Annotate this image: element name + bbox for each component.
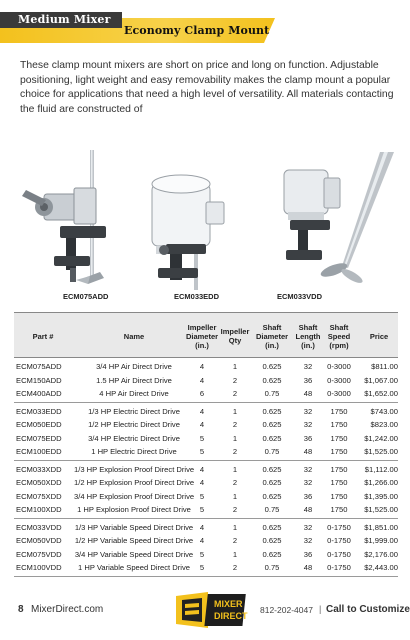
impeller-diameter-cell: 4 (199, 478, 205, 487)
shaft-speed-cell: 1750 (330, 491, 348, 501)
price-cell: $1,112.00 (364, 464, 398, 474)
row-group (14, 403, 398, 461)
part-number-cell: ECM075VDD (16, 549, 62, 559)
shaft-speed-cell: 1750 (330, 447, 348, 456)
header-price: Price (369, 331, 389, 341)
impeller-qty-cell: 2 (232, 536, 238, 545)
product-name-cell: 1 HP Explosion Proof Direct Drive (77, 505, 191, 514)
shaft-diameter-cell: 0.625 (262, 491, 282, 501)
product-name-cell: 1/3 HP Variable Speed Direct Drive (74, 522, 194, 532)
shaft-speed-cell: 0-1750 (327, 522, 351, 532)
part-number-cell: ECM400ADD (16, 389, 62, 398)
table-row (14, 503, 398, 517)
product-name-cell: 3/4 HP Air Direct Drive (96, 362, 172, 371)
shaft-diameter-cell: 0.625 (262, 464, 282, 474)
shaft-length-cell: 48 (303, 563, 313, 572)
table-row (14, 432, 398, 446)
product-name-cell: 1/3 HP Explosion Proof Direct Drive (74, 464, 195, 474)
part-number-cell: ECM150ADD (16, 375, 62, 385)
section-title: Economy Clamp Mount (124, 24, 270, 37)
table-row (14, 561, 398, 575)
shaft-speed-cell: 0-3000 (327, 375, 351, 385)
website: MixerDirect.com (31, 604, 104, 615)
ecm033edd-photo (146, 150, 264, 290)
part-number-cell: ECM100XDD (16, 505, 62, 514)
price-cell: $1,067.00 (364, 375, 398, 385)
shaft-length-cell: 48 (303, 389, 313, 398)
impeller-qty-cell: 1 (232, 433, 238, 443)
product-name-cell: 3/4 HP Variable Speed Direct Drive (74, 549, 194, 559)
part-number-cell: ECM033XDD (16, 464, 62, 474)
shaft-speed-cell: 0-3000 (327, 362, 351, 371)
product-photos (14, 150, 398, 308)
header-impeller-qty: Impeller Qty (220, 327, 250, 345)
shaft-speed-cell: 0-3000 (327, 389, 351, 398)
price-cell: $1,999.00 (364, 536, 398, 545)
shaft-speed-cell: 1750 (330, 478, 348, 487)
table-row (14, 418, 398, 432)
shaft-speed-cell: 1750 (330, 420, 348, 429)
shaft-diameter-cell: 0.75 (264, 389, 280, 398)
shaft-length-cell: 36 (303, 491, 313, 501)
shaft-speed-cell: 0-1750 (327, 536, 351, 545)
shaft-length-cell: 32 (303, 420, 313, 429)
shaft-length-cell: 32 (303, 478, 313, 487)
product-name-cell: 1/2 HP Electric Direct Drive (88, 420, 180, 429)
shaft-speed-cell: 0-1750 (327, 549, 351, 559)
impeller-diameter-cell: 5 (199, 447, 205, 456)
shaft-diameter-cell: 0.625 (262, 536, 282, 545)
product-name-cell: 1/2 HP Explosion Proof Direct Drive (74, 478, 195, 487)
table-row (14, 374, 398, 388)
impeller-diameter-cell: 5 (199, 491, 205, 501)
table-row (14, 463, 398, 477)
logo-word-1: MIXER (214, 599, 243, 609)
impeller-qty-cell: 1 (232, 464, 238, 474)
impeller-diameter-cell: 4 (199, 464, 205, 474)
shaft-length-cell: 32 (303, 362, 313, 371)
table-row (14, 405, 398, 419)
impeller-diameter-cell: 6 (199, 389, 205, 398)
part-number-cell: ECM050VDD (16, 536, 62, 545)
table-row (14, 521, 398, 535)
impeller-diameter-cell: 4 (199, 375, 205, 385)
price-cell: $743.00 (370, 406, 398, 416)
impeller-diameter-cell: 4 (199, 406, 205, 416)
part-number-cell: ECM075EDD (16, 433, 62, 443)
impeller-diameter-cell: 5 (199, 505, 205, 514)
price-cell: $823.00 (370, 420, 398, 429)
impeller-qty-cell: 1 (232, 549, 238, 559)
impeller-qty-cell: 1 (232, 522, 238, 532)
shaft-diameter-cell: 0.625 (262, 522, 282, 532)
shaft-speed-cell: 1750 (330, 433, 348, 443)
shaft-diameter-cell: 0.625 (262, 420, 282, 429)
page-number: 8 (18, 604, 24, 615)
price-cell: $1,851.00 (364, 522, 398, 532)
header-shaft-speed: Shaft Speed (rpm) (327, 322, 351, 350)
price-cell: $2,176.00 (364, 549, 398, 559)
price-cell: $2,443.00 (364, 563, 398, 572)
spec-table (14, 312, 398, 577)
shaft-length-cell: 36 (303, 433, 313, 443)
part-number-cell: ECM050EDD (16, 420, 62, 429)
shaft-length-cell: 32 (303, 522, 313, 532)
shaft-diameter-cell: 0.75 (264, 447, 280, 456)
header-shaft-length: Shaft Length (in.) (295, 322, 321, 350)
shaft-speed-cell: 1750 (330, 505, 348, 514)
row-group (14, 358, 398, 403)
price-cell: $811.00 (371, 362, 398, 371)
part-number-cell: ECM075ADD (16, 362, 62, 371)
impeller-qty-cell: 1 (232, 406, 238, 416)
phone-number: 812-202-4047 (260, 605, 313, 615)
shaft-diameter-cell: 0.75 (264, 505, 280, 514)
shaft-length-cell: 32 (303, 406, 313, 416)
impeller-qty-cell: 2 (232, 505, 238, 514)
table-row (14, 534, 398, 548)
impeller-diameter-cell: 5 (199, 433, 205, 443)
shaft-length-cell: 32 (303, 536, 313, 545)
intro-paragraph: These clamp mount mixers are short on price and long on function. Adjustable positioning, light weight and easy removability makes the clamp mount a popular choice for applications that need a high level of versatility. All materials contacting the fluid are constructed of (20, 60, 394, 115)
header-shaft-diameter: Shaft Diameter (in.) (255, 322, 289, 350)
impeller-qty-cell: 2 (232, 563, 238, 572)
part-number-cell: ECM075XDD (16, 491, 62, 501)
call-to-customize: Call to Customize (326, 604, 410, 615)
shaft-length-cell: 36 (303, 375, 313, 385)
photo-caption-2: ECM033EDD (174, 292, 220, 301)
ecm075add-photo (14, 150, 132, 290)
category-title: Medium Mixer (18, 13, 111, 26)
price-cell: $1,652.00 (364, 389, 398, 398)
product-name-cell: 3/4 HP Explosion Proof Direct Drive (74, 491, 195, 501)
product-name-cell: 1 HP Variable Speed Direct Drive (78, 563, 190, 572)
shaft-length-cell: 36 (303, 549, 313, 559)
table-header (14, 312, 398, 358)
table-row (14, 445, 398, 459)
shaft-speed-cell: 0-1750 (327, 563, 351, 572)
impeller-diameter-cell: 5 (199, 549, 205, 559)
shaft-diameter-cell: 0.625 (262, 362, 282, 371)
header-name: Name (123, 331, 145, 341)
impeller-diameter-cell: 4 (199, 536, 205, 545)
impeller-qty-cell: 2 (232, 389, 238, 398)
impeller-diameter-cell: 4 (199, 522, 205, 532)
part-number-cell: ECM033EDD (16, 406, 62, 416)
part-number-cell: ECM050XDD (16, 478, 62, 487)
table-row (14, 360, 398, 374)
product-name-cell: 1/2 HP Variable Speed Direct Drive (74, 536, 194, 545)
product-name-cell: 3/4 HP Electric Direct Drive (88, 433, 180, 443)
price-cell: $1,525.00 (364, 447, 398, 456)
shaft-diameter-cell: 0.625 (262, 375, 282, 385)
impeller-qty-cell: 1 (232, 362, 238, 371)
impeller-qty-cell: 2 (232, 375, 238, 385)
logo-word-2: DIRECT (214, 611, 248, 621)
row-group (14, 519, 398, 577)
header-part: Part # (32, 331, 54, 341)
impeller-diameter-cell: 4 (199, 362, 205, 371)
price-cell: $1,266.00 (364, 478, 398, 487)
shaft-speed-cell: 1750 (330, 406, 348, 416)
product-name-cell: 1.5 HP Air Direct Drive (96, 375, 172, 385)
shaft-diameter-cell: 0.75 (264, 563, 280, 572)
price-cell: $1,242.00 (364, 433, 398, 443)
table-row (14, 476, 398, 490)
ecm033vdd-photo (276, 150, 398, 290)
table-body (14, 358, 398, 577)
table-row (14, 490, 398, 504)
impeller-qty-cell: 2 (232, 478, 238, 487)
shaft-diameter-cell: 0.625 (262, 549, 282, 559)
mixer-direct-logo (172, 592, 248, 628)
footer-separator: | (319, 604, 322, 614)
table-row (14, 548, 398, 562)
photo-caption-1: ECM075ADD (63, 292, 109, 301)
row-group (14, 461, 398, 519)
impeller-qty-cell: 1 (232, 491, 238, 501)
shaft-length-cell: 48 (303, 505, 313, 514)
impeller-qty-cell: 2 (232, 420, 238, 429)
photo-caption-3: ECM033VDD (277, 292, 323, 301)
shaft-diameter-cell: 0.625 (262, 433, 282, 443)
product-name-cell: 1/3 HP Electric Direct Drive (88, 406, 180, 416)
product-name-cell: 1 HP Electric Direct Drive (91, 447, 177, 456)
part-number-cell: ECM033VDD (16, 522, 62, 532)
shaft-length-cell: 32 (303, 464, 313, 474)
price-cell: $1,525.00 (364, 505, 398, 514)
shaft-speed-cell: 1750 (330, 464, 348, 474)
part-number-cell: ECM100VDD (16, 563, 62, 572)
header-impeller-diameter: Impeller Diameter (in.) (185, 322, 219, 350)
shaft-length-cell: 48 (303, 447, 313, 456)
shaft-diameter-cell: 0.625 (262, 478, 282, 487)
shaft-diameter-cell: 0.625 (262, 406, 282, 416)
impeller-diameter-cell: 4 (199, 420, 205, 429)
impeller-diameter-cell: 5 (199, 563, 205, 572)
part-number-cell: ECM100EDD (16, 447, 62, 456)
price-cell: $1,395.00 (364, 491, 398, 501)
impeller-qty-cell: 2 (232, 447, 238, 456)
table-row (14, 387, 398, 401)
product-name-cell: 4 HP Air Direct Drive (99, 389, 169, 398)
